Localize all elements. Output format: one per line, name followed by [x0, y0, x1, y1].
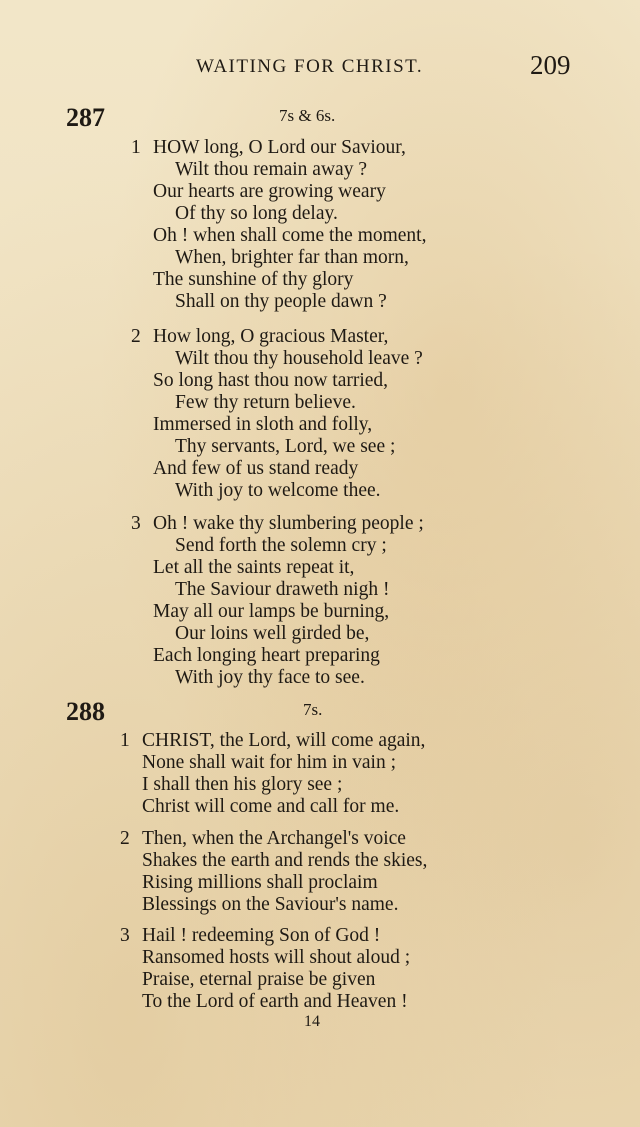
- verse-line: Send forth the solemn cry ;: [175, 535, 387, 556]
- verse-line: The sunshine of thy glory: [153, 269, 354, 290]
- verse-line: Hail ! redeeming Son of God !: [142, 925, 381, 946]
- verse-line: Each longing heart preparing: [153, 645, 380, 666]
- verse-line: Praise, eternal praise be given: [142, 969, 376, 990]
- verse-line: CHRIST, the Lord, will come again,: [142, 730, 426, 751]
- verse-line: To the Lord of earth and Heaven !: [142, 991, 408, 1012]
- verse-line: Few thy return believe.: [175, 392, 356, 413]
- verse-line: Our loins well girded be,: [175, 623, 370, 644]
- verse-line: Shall on thy people dawn ?: [175, 291, 387, 312]
- verse-line: Christ will come and call for me.: [142, 796, 400, 817]
- stanza-number: 2: [120, 828, 130, 849]
- verse-line: And few of us stand ready: [153, 458, 359, 479]
- verse-line: Rising millions shall proclaim: [142, 872, 378, 893]
- verse-line: Immersed in sloth and folly,: [153, 414, 373, 435]
- verse-line: The Saviour draweth nigh !: [175, 579, 390, 600]
- verse-line: Wilt thou remain away ?: [175, 159, 367, 180]
- verse-line: Of thy so long delay.: [175, 203, 338, 224]
- verse-line: Then, when the Archangel's voice: [142, 828, 406, 849]
- verse-line: Our hearts are growing weary: [153, 181, 386, 202]
- stanza-number: 1: [131, 137, 141, 158]
- verse-line: When, brighter far than morn,: [175, 247, 409, 268]
- verse-line: Wilt thou thy household leave ?: [175, 348, 423, 369]
- verse-line: None shall wait for him in vain ;: [142, 752, 396, 773]
- stanza-number: 1: [120, 730, 130, 751]
- verse-line: HOW long, O Lord our Saviour,: [153, 137, 406, 158]
- stanza-number: 3: [131, 513, 141, 534]
- hymn-number: 288: [66, 697, 105, 726]
- signature-mark: 14: [304, 1013, 320, 1030]
- verse-line: Ransomed hosts will shout aloud ;: [142, 947, 411, 968]
- verse-line: May all our lamps be burning,: [153, 601, 390, 622]
- verse-line: Shakes the earth and rends the skies,: [142, 850, 428, 871]
- verse-line: With joy thy face to see.: [175, 667, 365, 688]
- running-head: WAITING FOR CHRIST.: [196, 56, 424, 77]
- page-number: 209: [530, 50, 571, 80]
- verse-line: Thy servants, Lord, we see ;: [175, 436, 396, 457]
- verse-line: Oh ! wake thy slumbering people ;: [153, 513, 424, 534]
- verse-line: I shall then his glory see ;: [142, 774, 343, 795]
- hymn-meter: 7s & 6s.: [279, 106, 336, 125]
- verse-line: Let all the saints repeat it,: [153, 557, 355, 578]
- verse-line: Oh ! when shall come the moment,: [153, 225, 427, 246]
- hymn-number: 287: [66, 103, 105, 132]
- verse-line: With joy to welcome thee.: [175, 480, 381, 501]
- stanza-number: 3: [120, 925, 130, 946]
- verse-line: Blessings on the Saviour's name.: [142, 894, 399, 915]
- verse-line: How long, O gracious Master,: [153, 326, 389, 347]
- hymn-meter: 7s.: [303, 700, 323, 719]
- stanza-number: 2: [131, 326, 141, 347]
- verse-line: So long hast thou now tarried,: [153, 370, 389, 391]
